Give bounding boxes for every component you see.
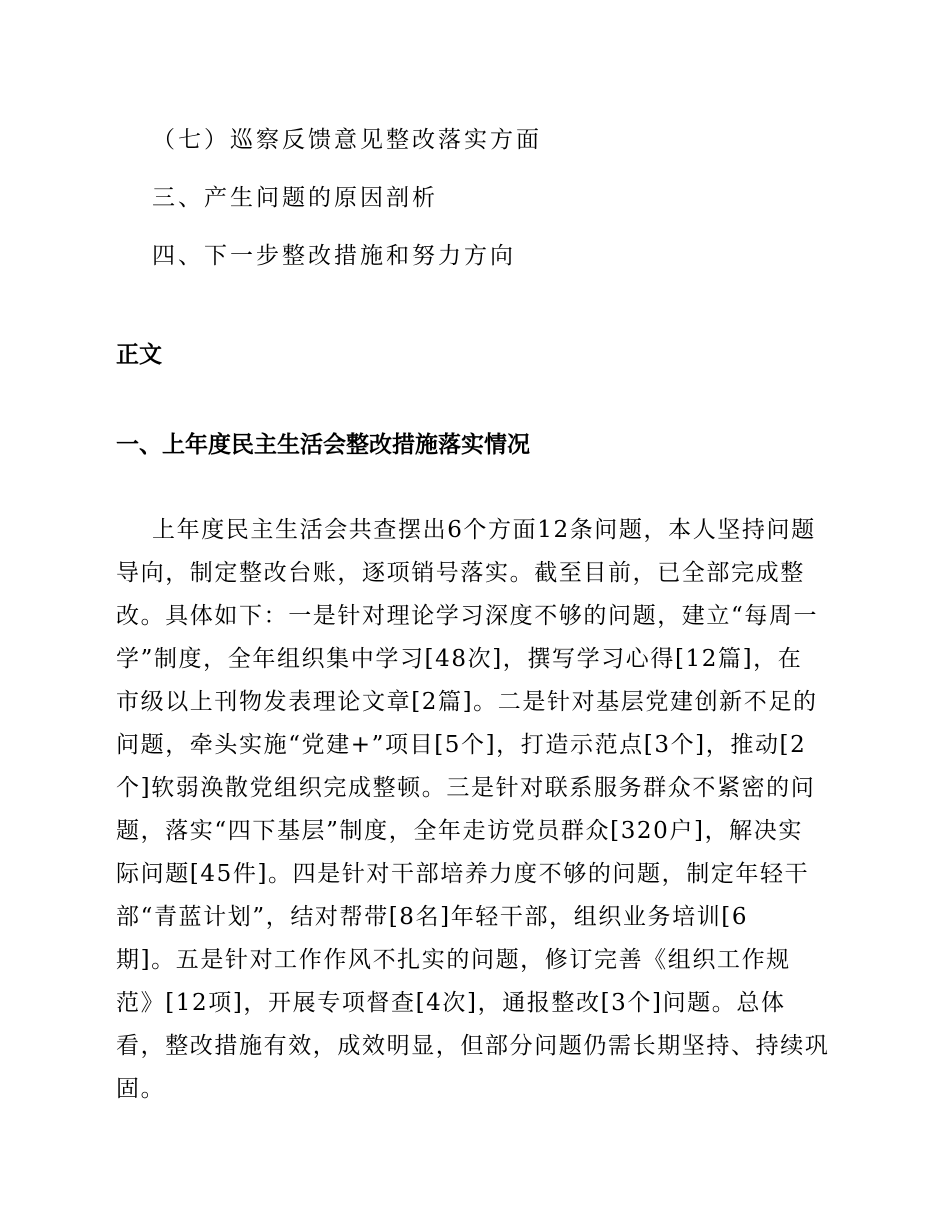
paragraph-line: 部“青蓝计划”，结对帮带[8名]年轻干部，组织业务培训[6	[116, 904, 749, 930]
toc-item-cause-analysis: 三、产生问题的原因剖析	[152, 185, 438, 211]
paragraph-line: 问题，牵头实施“党建+”项目[5个]，打造示范点[3个]，推动[2	[116, 732, 807, 758]
paragraph-line: 看，整改措施有效，成效明显，但部分问题仍需长期坚持、持续巩	[116, 1033, 830, 1059]
toc-item-next-steps: 四、下一步整改措施和努力方向	[152, 243, 516, 269]
paragraph-line: 导向，制定整改台账，逐项销号落实。截至目前，已全部完成整	[116, 560, 805, 586]
section-title: 一、上年度民主生活会整改措施落实情况	[116, 432, 530, 458]
paragraph-line: 范》[12项]，开展专项督查[4次]，通报整改[3个]问题。总体	[116, 990, 786, 1016]
paragraph-line: 题，落实“四下基层”制度，全年走访党员群众[320户]，解决实	[116, 818, 803, 844]
paragraph-line: 固。	[116, 1076, 166, 1102]
paragraph-line: 际问题[45件]。四是针对干部培养力度不够的问题，制定年轻干	[116, 861, 810, 887]
paragraph-line: 期]。五是针对工作作风不扎实的问题，修订完善《组织工作规	[116, 947, 791, 973]
paragraph-line: 上年度民主生活会共查摆出6个方面12条问题，本人坚持问题	[152, 517, 816, 543]
paragraph-line: 个]软弱涣散党组织完成整顿。三是针对联系服务群众不紧密的问	[116, 775, 816, 801]
toc-item-rectification-feedback: （七）巡察反馈意见整改落实方面	[152, 127, 542, 153]
paragraph-line: 市级以上刊物发表理论文章[2篇]。二是针对基层党建创新不足的	[116, 689, 818, 715]
paragraph-line: 学”制度，全年组织集中学习[48次]，撰写学习心得[12篇]，在	[116, 646, 803, 672]
paragraph-line: 改。具体如下：一是针对理论学习深度不够的问题，建立“每周一	[116, 603, 819, 629]
main-heading: 正文	[116, 342, 162, 368]
